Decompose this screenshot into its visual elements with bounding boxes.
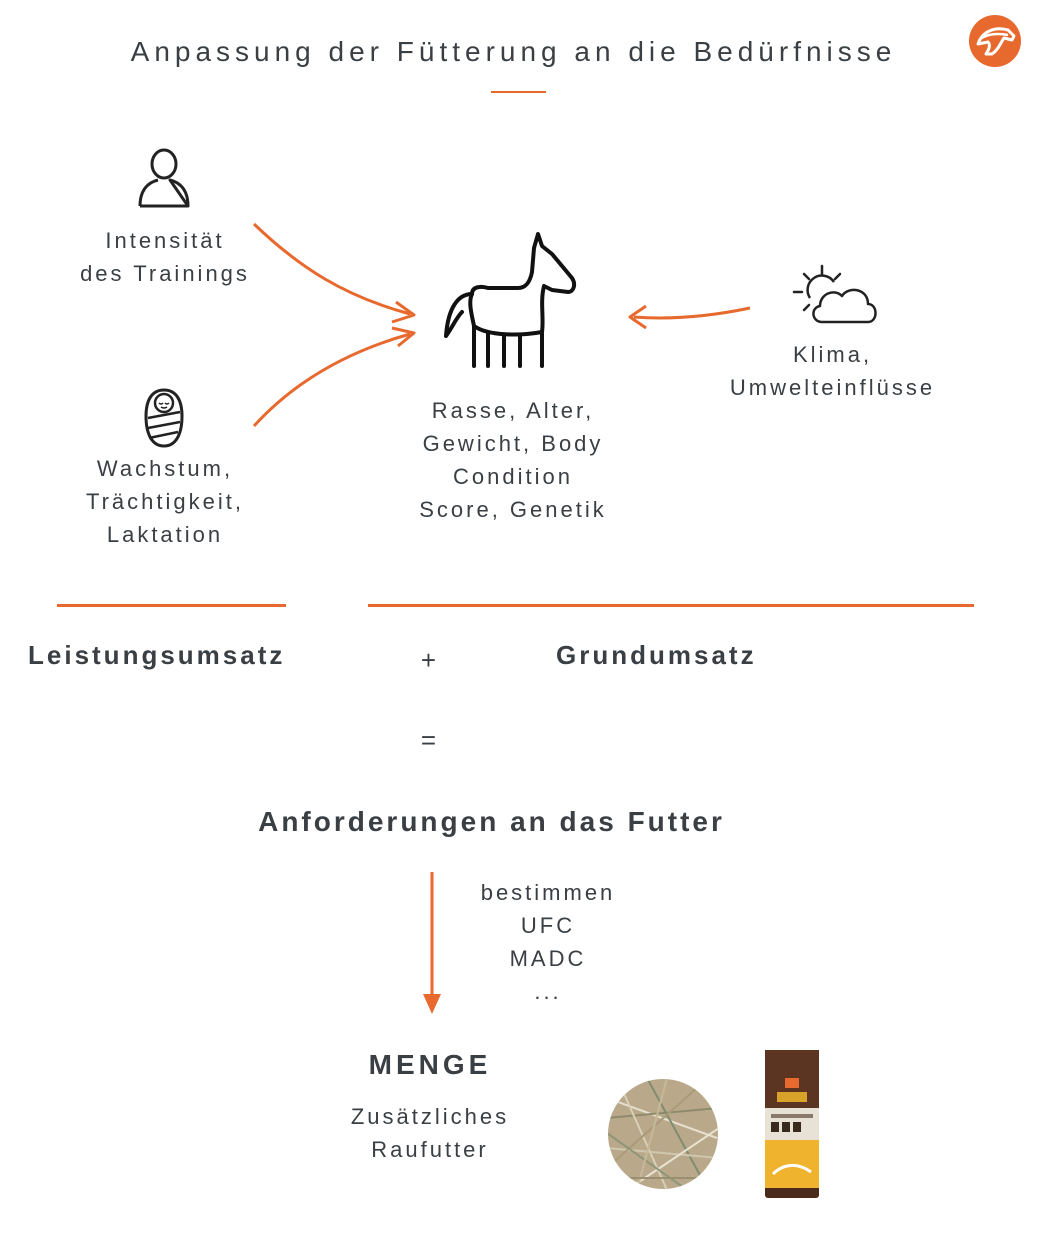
hay-image xyxy=(607,1078,719,1190)
growth-label: Wachstum, Trächtigkeit, Laktation xyxy=(85,456,244,547)
equation-left: Leistungsumsatz xyxy=(28,640,286,670)
amount-subtitle: Zusätzliches Raufutter xyxy=(350,1104,510,1162)
equation-result: Anforderungen an das Futter xyxy=(258,806,725,837)
equation-right: Grundumsatz xyxy=(556,640,757,670)
equation-equals: = xyxy=(420,725,440,755)
determine-label: bestimmen UFC MADC ... xyxy=(480,880,616,1004)
climate-label: Klima, Umwelteinflüsse xyxy=(729,342,936,400)
amount-title: MENGE xyxy=(368,1049,492,1080)
arrow-down xyxy=(412,870,452,1020)
feed-bag-image xyxy=(763,1048,821,1200)
divider-right xyxy=(368,604,974,607)
divider-left xyxy=(57,604,286,607)
horse-label: Rasse, Alter, Gewicht, Body Condition Score, Genetik xyxy=(419,398,607,522)
training-label: Intensität des Trainings xyxy=(80,228,250,286)
arrow-training-to-horse xyxy=(0,0,1037,600)
page-title: Anpassung der Fütterung an die Bedürfnisse xyxy=(130,36,897,67)
equation-plus: + xyxy=(420,645,440,675)
